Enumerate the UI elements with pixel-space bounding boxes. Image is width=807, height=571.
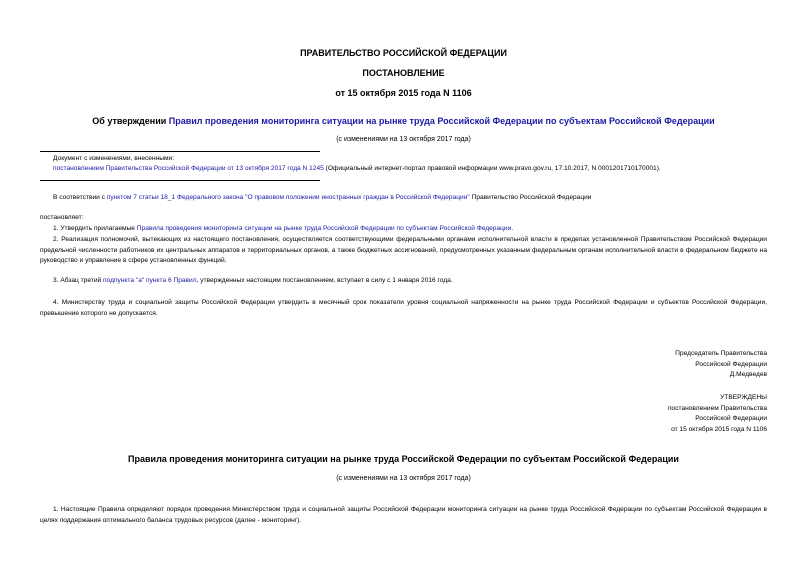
approved-date: от 15 октября 2015 года N 1106 xyxy=(671,425,767,433)
title-amendment-note: (с изменениями на 13 октября 2017 года) xyxy=(336,136,471,143)
item-2: 2. Реализация полномочий, вытекающих из настоящего постановления, осуществляется соответствующими федеральными органами исполнительной власти в пределах установленной Правительством Российской Федерации предельной численности работников их центральных аппаратов и территориальных органов, а также бюджетных ассигнований, предусмотренных указанным федеральным органам исполнительной власти в федеральном бюджете на руководство и управление в сфере установленных функций. xyxy=(40,236,767,264)
item-3-prefix: 3. Абзац третий xyxy=(53,277,104,284)
signature-block xyxy=(500,349,767,381)
approved-block xyxy=(500,393,767,435)
preamble xyxy=(53,193,783,204)
changes-bottom-rule xyxy=(40,180,320,181)
approved-heading: УТВЕРЖДЕНЫ xyxy=(720,394,767,401)
approved-rules-link[interactable]: Правила проведения мониторинга ситуации на рынке труда Российской Федерации по субъектам Российской Федерации xyxy=(136,225,512,232)
approved-country: Российской Федерации xyxy=(695,415,767,422)
item-3 xyxy=(53,276,783,287)
approved-by: постановлением Правительства xyxy=(667,404,767,412)
document-title xyxy=(0,115,807,127)
rules-subpoint-link[interactable]: подпункта "а" пункта 6 Правил xyxy=(103,277,197,284)
changes-line xyxy=(53,164,783,175)
preamble-suffix: Правительство Российской Федерации xyxy=(469,194,592,201)
signature-name: Д.Медведев xyxy=(729,371,767,378)
preamble-prefix: В соответствии с xyxy=(53,194,107,201)
signature-country: Российской Федерации xyxy=(695,360,767,368)
item-3-suffix: , утвержденных настоящим постановлением, вступает в силу с 1 января 2016 года. xyxy=(196,277,453,284)
rules-amendment-note: (с изменениями на 13 октября 2017 года) xyxy=(336,475,471,482)
changes-top-rule xyxy=(40,151,320,152)
signature-position: Председатель Правительства xyxy=(675,350,767,357)
decrees-word: постановляет: xyxy=(40,214,84,221)
item-4: 4. Министерству труда и социальной защиты Российской Федерации утвердить в месячный срок показатели уровня социальной напряженности на рынке труда Российской Федерации и субъектов Российской Федерации, превышение которого не допускается. xyxy=(40,299,767,317)
amending-decree-link[interactable]: постановлением Правительства Российской Федерации от 13 октября 2017 года N 1245 xyxy=(53,165,324,172)
title-rules-link[interactable]: Правил проведения мониторинга ситуации на рынке труда Российской Федерации по субъектам Российской Федерации xyxy=(168,116,715,126)
item-1-prefix: 1. Утвердить прилагаемые xyxy=(53,225,137,232)
federal-law-link[interactable]: пунктом 7 статьи 18_1 Федерального закона "О правовом положении иностранных граждан в Российской Федерации" xyxy=(106,194,470,201)
document-type: ПОСТАНОВЛЕНИЕ xyxy=(362,68,445,78)
changes-intro: Документ с изменениями, внесенными: xyxy=(53,155,175,162)
rules-item-1: 1. Настоящие Правила определяют порядок проведения Министерством труда и социальной защиты Российской Федерации мониторинга ситуации на рынке труда Российской Федерации по субъектам Российской Федерации в целях поддержания оптимального баланса трудовых ресурсов (далее - мониторинг). xyxy=(40,506,767,524)
item-1-suffix: . xyxy=(511,225,514,232)
title-prefix: Об утверждении xyxy=(92,116,169,126)
rules-title: Правила проведения мониторинга ситуации на рынке труда Российской Федерации по субъектам Российской Федерации xyxy=(128,454,679,464)
changes-source: (Официальный интернет-портал правовой информации www.pravo.gov.ru, 17.10.2017, N 0001201710170001). xyxy=(323,165,661,172)
item-1 xyxy=(53,224,783,235)
document-date-number: от 15 октября 2015 года N 1106 xyxy=(335,88,472,98)
government-name: ПРАВИТЕЛЬСТВО РОССИЙСКОЙ ФЕДЕРАЦИИ xyxy=(300,48,507,58)
